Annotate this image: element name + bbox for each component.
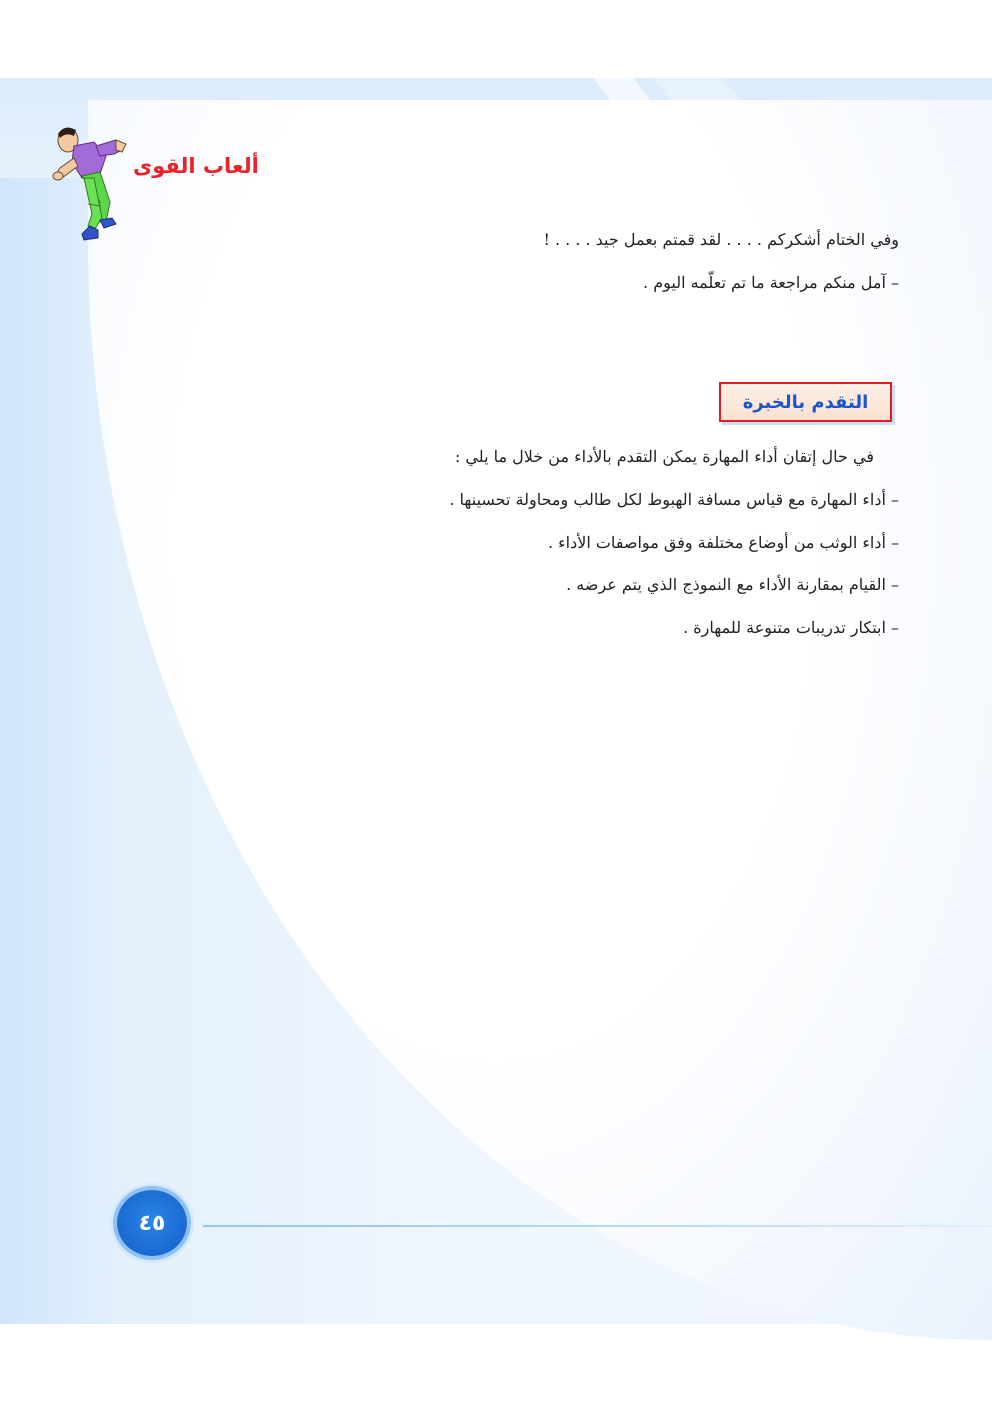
experience-item: – أداء المهارة مع قياس مسافة الهبوط لكل طالب ومحاولة تحسينها . (449, 490, 899, 509)
experience-item: – القيام بمقارنة الأداء مع النموذج الذي يتم عرضه . (566, 575, 899, 594)
closing-line-2: – آمل منكم مراجعة ما تم تعلّمه اليوم . (643, 273, 899, 292)
page-number-badge (117, 1190, 187, 1256)
page-number: ٤٥ (138, 1210, 166, 1236)
footer-divider (203, 1225, 992, 1227)
experience-intro: في حال إتقان أداء المهارة يمكن التقدم بالأداء من خلال ما يلي : (454, 447, 874, 466)
experience-heading-box (719, 382, 892, 422)
section-title: ألعاب القوى (133, 154, 259, 178)
running-boy-illustration (50, 122, 134, 246)
experience-heading: التقدم بالخبرة (742, 391, 869, 413)
experience-item: – أداء الوثب من أوضاع مختلفة وفق مواصفات الأداء . (547, 533, 899, 552)
closing-line-1: وفي الختام أشكركم . . . . لقد قمتم بعمل جيد . . . . ! (543, 230, 899, 249)
experience-item: – ابتكار تدريبات متنوعة للمهارة . (683, 618, 899, 637)
